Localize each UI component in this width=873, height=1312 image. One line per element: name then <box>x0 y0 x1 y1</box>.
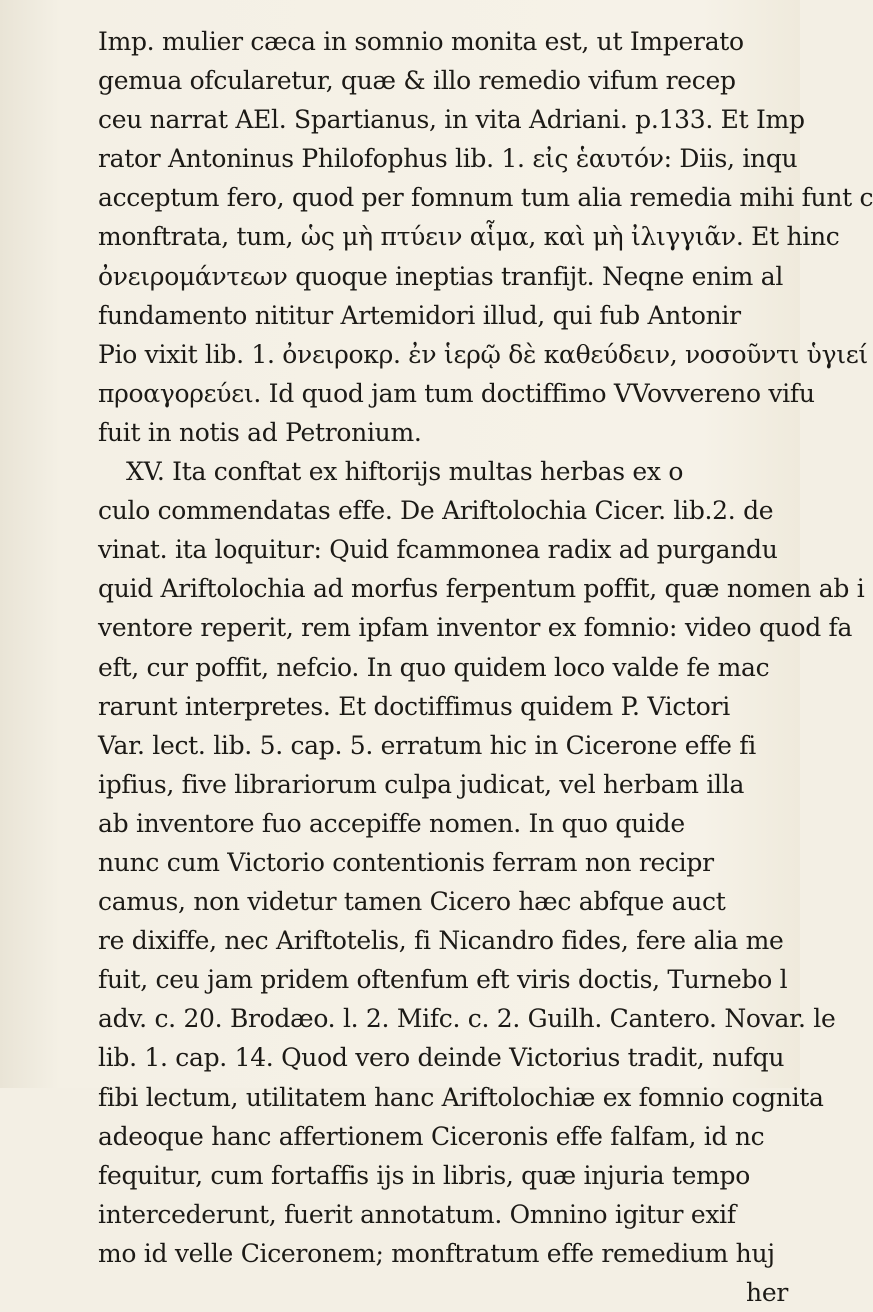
text-line: fuit in notis ad Petronium. <box>98 417 422 447</box>
text-line: intercederunt, fuerit annotatum. Omnino igitur exif <box>98 1199 736 1229</box>
text-line: monftrata, tum, ὡς μὴ πτύειν αἷμα, καὶ μὴ ἰλιγγιᾶν. Et hinc <box>98 222 840 252</box>
text-line: ceu narrat AEl. Spartianus, in vita Adriani. p.133. Et Imp <box>98 105 805 135</box>
text-line: acceptum fero, quod per fomnum tum alia remedia mihi funt c <box>98 183 873 213</box>
text-line: προαγορεύει. Id quod jam tum doctiffimo VVovvereno vifu <box>98 378 815 408</box>
text-line: culo commendatas effe. De Ariftolochia Cicer. lib.2. de <box>98 496 774 526</box>
section-heading-line: XV. Ita conftat ex hiftorijs multas herbas ex o <box>126 457 684 487</box>
text-line: lib. 1. cap. 14. Quod vero deinde Victorius tradit, nufqu <box>98 1043 785 1073</box>
text-line: fuit, ceu jam pridem oftenfum eft viris doctis, Turnebo l <box>98 965 788 995</box>
text-line: vinat. ita loquitur: Quid fcammonea radix ad purgandu <box>98 535 778 565</box>
text-line: adeoque hanc affertionem Ciceronis effe falfam, id nc <box>98 1121 765 1151</box>
text-line: gemua ofcularetur, quæ & illo remedio vifum recep <box>98 66 736 96</box>
text-line: rator Antoninus Philofophus lib. 1. εἰς ἑαυτόν: Diis, inqu <box>98 144 798 174</box>
text-line: rarunt interpretes. Et doctiffimus quidem P. Victori <box>98 691 730 721</box>
text-line: Var. lect. lib. 5. cap. 5. erratum hic in Cicerone effe fi <box>98 730 756 760</box>
text-line: re dixiffe, nec Ariftotelis, fi Nicandro fides, fere alia me <box>98 926 784 956</box>
text-line: ὀνειρομάντεων quoque ineptias tranfijt. Neqne enim al <box>98 261 784 291</box>
text-line: mo id velle Ciceronem; monftratum effe remedium huj <box>98 1238 775 1268</box>
page-text <box>98 22 873 1312</box>
text-line: ipfius, five librariorum culpa judicat, vel herbam illa <box>98 769 745 799</box>
text-line: ab inventore fuo accepiffe nomen. In quo quide <box>98 808 685 838</box>
text-line: eft, cur poffit, nefcio. In quo quidem loco valde fe mac <box>98 652 770 682</box>
text-line: fibi lectum, utilitatem hanc Ariftolochiæ ex fomnio cognita <box>98 1082 824 1112</box>
text-line: fequitur, cum fortaffis ijs in libris, quæ injuria tempo <box>98 1160 750 1190</box>
text-line: camus, non videtur tamen Cicero hæc abfque auct <box>98 887 726 917</box>
text-line: Pio vixit lib. 1. ὀνειροκρ. ἐν ἱερῷ δὲ καθεύδειν, νοσοῦντι ὑγιεί <box>98 339 868 369</box>
text-line: adv. c. 20. Brodæo. l. 2. Mifc. c. 2. Guilh. Cantero. Novar. le <box>98 1004 836 1034</box>
text-line-partial: her <box>746 1278 788 1307</box>
text-line: ventore reperit, rem ipfam inventor ex fomnio: video quod fa <box>98 613 853 643</box>
text-line: nunc cum Victorio contentionis ferram non recipr <box>98 847 714 877</box>
text-line: Imp. mulier cæca in somnio monita est, ut Imperato <box>98 27 744 56</box>
text-line: fundamento nititur Artemidori illud, qui fub Antonir <box>98 300 741 330</box>
text-line: quid Ariftolochia ad morfus ferpentum poffit, quæ nomen ab i <box>98 574 865 604</box>
